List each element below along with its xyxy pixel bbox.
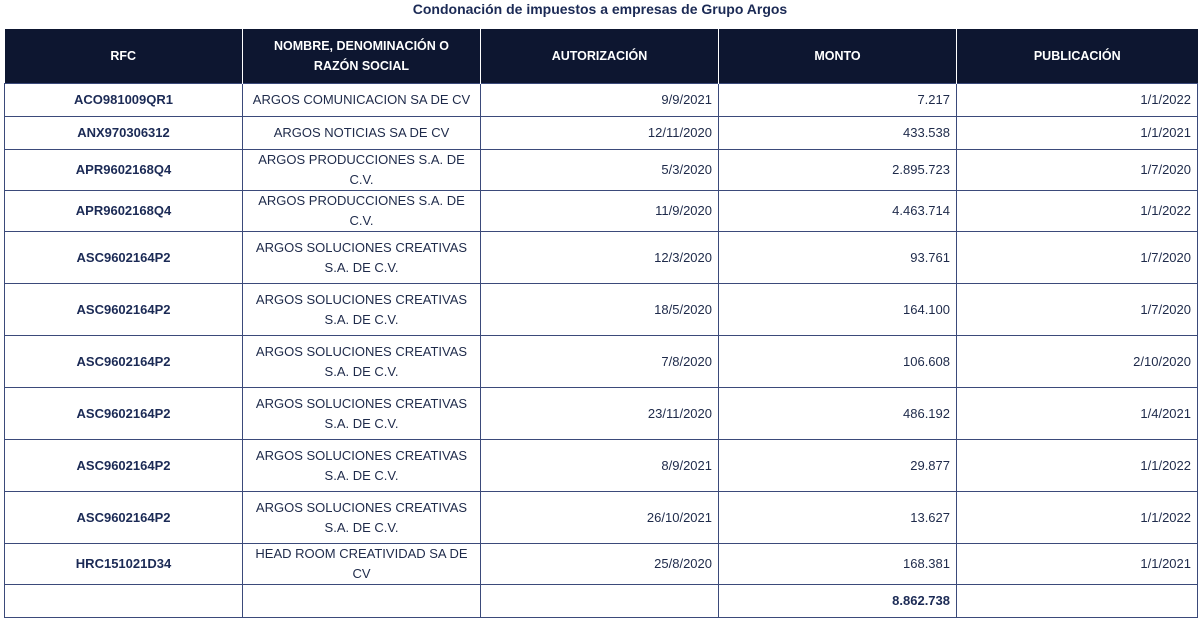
header-row: [5, 29, 1198, 84]
cell-autorizacion: 18/5/2020: [481, 284, 719, 336]
total-row: [5, 585, 1198, 618]
cell-autorizacion: 26/10/2021: [481, 492, 719, 544]
cell-rfc: APR9602168Q4: [5, 191, 243, 232]
cell-nombre: ARGOS SOLUCIONES CREATIVAS S.A. DE C.V.: [243, 440, 481, 492]
header-rfc: RFC: [5, 29, 243, 84]
cell-rfc: ASC9602164P2: [5, 440, 243, 492]
cell-monto: 29.877: [719, 440, 957, 492]
table-row: [5, 284, 1198, 336]
cell-rfc: ACO981009QR1: [5, 84, 243, 117]
cell-monto: 2.895.723: [719, 150, 957, 191]
table-header: [5, 29, 1198, 84]
cell-autorizacion: 5/3/2020: [481, 150, 719, 191]
cell-autorizacion: 7/8/2020: [481, 336, 719, 388]
table-title: Condonación de impuestos a empresas de Grupo Argos: [412, 1, 788, 17]
cell-rfc: HRC151021D34: [5, 544, 243, 585]
cell-nombre: HEAD ROOM CREATIVIDAD SA DE CV: [243, 544, 481, 585]
cell-nombre: ARGOS NOTICIAS SA DE CV: [243, 117, 481, 150]
table-row: [5, 84, 1198, 117]
cell-monto: 7.217: [719, 84, 957, 117]
total-empty-cell: [243, 585, 481, 618]
header-monto: MONTO: [719, 29, 957, 84]
cell-monto: 164.100: [719, 284, 957, 336]
total-monto: 8.862.738: [719, 585, 957, 618]
cell-autorizacion: 12/11/2020: [481, 117, 719, 150]
cell-autorizacion: 11/9/2020: [481, 191, 719, 232]
cell-publicacion: 1/1/2022: [957, 84, 1198, 117]
table-row: [5, 336, 1198, 388]
cell-autorizacion: 25/8/2020: [481, 544, 719, 585]
cell-rfc: ASC9602164P2: [5, 336, 243, 388]
header-nombre: NOMBRE, DENOMINACIÓN O RAZÓN SOCIAL: [243, 29, 481, 84]
table-row: [5, 232, 1198, 284]
total-empty-cell: [481, 585, 719, 618]
total-empty-cell: [5, 585, 243, 618]
cell-nombre: ARGOS SOLUCIONES CREATIVAS S.A. DE C.V.: [243, 284, 481, 336]
table-row: [5, 191, 1198, 232]
cell-nombre: ARGOS SOLUCIONES CREATIVAS S.A. DE C.V.: [243, 388, 481, 440]
cell-rfc: ASC9602164P2: [5, 388, 243, 440]
table-row: [5, 150, 1198, 191]
cell-rfc: APR9602168Q4: [5, 150, 243, 191]
cell-publicacion: 1/7/2020: [957, 232, 1198, 284]
cell-monto: 486.192: [719, 388, 957, 440]
cell-rfc: ASC9602164P2: [5, 232, 243, 284]
table-row: [5, 544, 1198, 585]
header-publicacion: PUBLICACIÓN: [957, 29, 1198, 84]
cell-nombre: ARGOS SOLUCIONES CREATIVAS S.A. DE C.V.: [243, 336, 481, 388]
table-row: [5, 440, 1198, 492]
cell-publicacion: 1/1/2021: [957, 117, 1198, 150]
cell-publicacion: 1/7/2020: [957, 284, 1198, 336]
cell-publicacion: 1/1/2021: [957, 544, 1198, 585]
cell-publicacion: 2/10/2020: [957, 336, 1198, 388]
cell-monto: 4.463.714: [719, 191, 957, 232]
cell-publicacion: 1/1/2022: [957, 492, 1198, 544]
cell-monto: 168.381: [719, 544, 957, 585]
cell-nombre: ARGOS SOLUCIONES CREATIVAS S.A. DE C.V.: [243, 232, 481, 284]
cell-publicacion: 1/7/2020: [957, 150, 1198, 191]
cell-rfc: ASC9602164P2: [5, 284, 243, 336]
cell-publicacion: 1/1/2022: [957, 191, 1198, 232]
table-row: [5, 492, 1198, 544]
cell-rfc: ASC9602164P2: [5, 492, 243, 544]
cell-nombre: ARGOS SOLUCIONES CREATIVAS S.A. DE C.V.: [243, 492, 481, 544]
cell-monto: 93.761: [719, 232, 957, 284]
cell-publicacion: 1/4/2021: [957, 388, 1198, 440]
cell-nombre: ARGOS PRODUCCIONES S.A. DE C.V.: [243, 150, 481, 191]
cell-monto: 106.608: [719, 336, 957, 388]
table-row: [5, 388, 1198, 440]
cell-autorizacion: 23/11/2020: [481, 388, 719, 440]
cell-publicacion: 1/1/2022: [957, 440, 1198, 492]
table-row: [5, 117, 1198, 150]
condonacion-table: [4, 29, 1198, 618]
header-autorizacion: AUTORIZACIÓN: [481, 29, 719, 84]
table-body: [5, 84, 1198, 618]
total-empty-cell: [957, 585, 1198, 618]
cell-nombre: ARGOS PRODUCCIONES S.A. DE C.V.: [243, 191, 481, 232]
cell-rfc: ANX970306312: [5, 117, 243, 150]
cell-nombre: ARGOS COMUNICACION SA DE CV: [243, 84, 481, 117]
cell-autorizacion: 12/3/2020: [481, 232, 719, 284]
cell-autorizacion: 8/9/2021: [481, 440, 719, 492]
cell-monto: 13.627: [719, 492, 957, 544]
cell-monto: 433.538: [719, 117, 957, 150]
cell-autorizacion: 9/9/2021: [481, 84, 719, 117]
